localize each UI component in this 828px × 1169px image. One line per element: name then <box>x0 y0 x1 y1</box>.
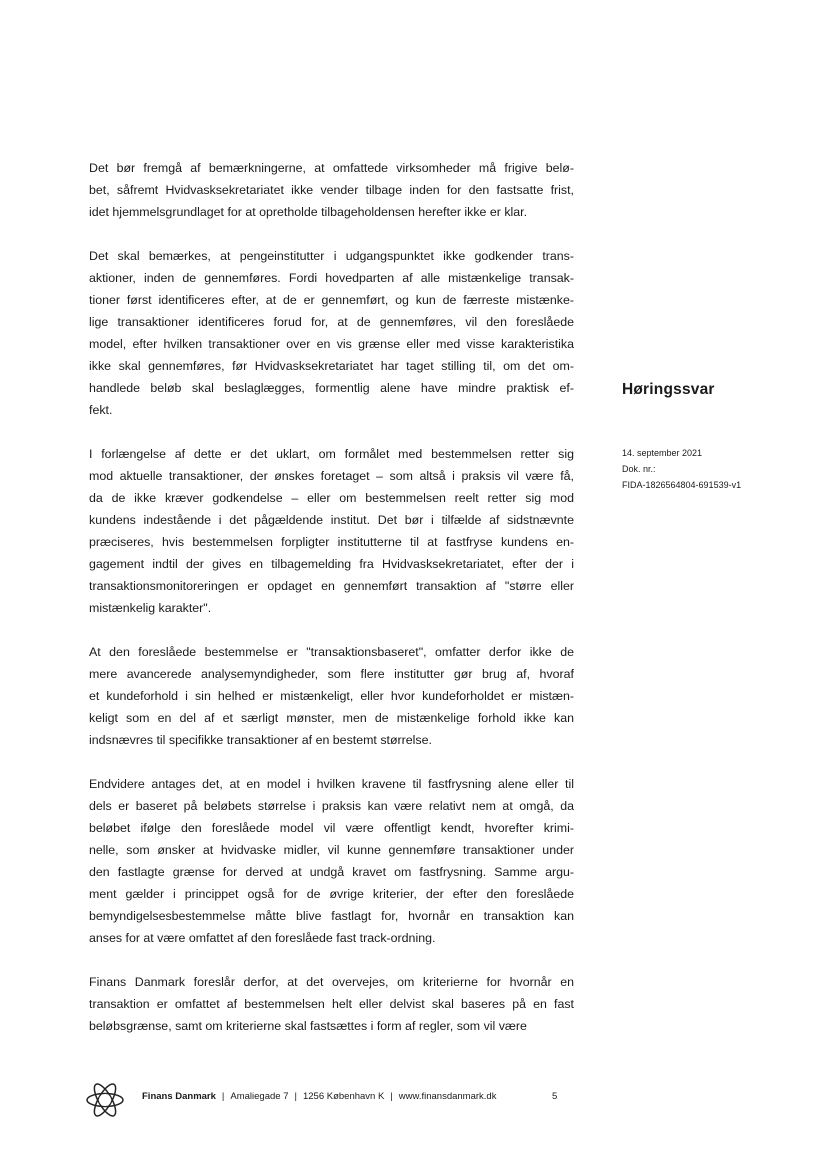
paragraph-line: dels er baseret på beløbets størrelse i praksis kan være relativt nem at omgå, da <box>89 799 574 813</box>
paragraph-line: fekt. <box>89 403 113 417</box>
paragraph-line: kundens indestående i det pågældende institut. Det bør i tilfælde af sidstnævnte <box>89 513 574 527</box>
document-meta <box>622 445 822 493</box>
footer-separator: | <box>390 1091 393 1102</box>
body-paragraph <box>89 443 574 619</box>
paragraph-line: idet hjemmelsgrundlaget for at opretholde tilbageholdensen herefter ikke er klar. <box>89 205 528 219</box>
body-paragraph <box>89 773 574 949</box>
paragraph-line: et kundeforhold i sin helhed er mistænkeligt, eller hvor kundeforholdet er mistæn- <box>89 689 574 703</box>
footer-address-line <box>142 1091 496 1102</box>
paragraph-line: transaktion er omfattet af bestemmelsen helt eller delvist skal baseres på en fast <box>89 997 574 1011</box>
footer-separator: | <box>221 1091 225 1102</box>
paragraph-line: I forlængelse af dette er det uklart, om formålet med bestemmelsen retter sig <box>89 447 574 461</box>
finans-danmark-logo-icon <box>84 1080 126 1120</box>
footer-brand: Finans Danmark <box>142 1091 216 1102</box>
paragraph-line: anses for at være omfattet af den foreslåede fast track-ordning. <box>89 931 436 945</box>
paragraph-line: nelle, som ønsker at hvidvaske midler, vil kunne gennemføre transaktioner under <box>89 843 574 857</box>
document-number-label: Dok. nr.: <box>622 464 656 474</box>
document-type-title: Høringssvar <box>622 381 715 398</box>
paragraph-line: aktioner, inden de gennemføres. Fordi hovedparten af alle mistænkelige transak- <box>89 271 574 285</box>
paragraph-line: gagement indtil der gives en tilbagemelding fra Hvidvasksekretariatet, efter der i <box>89 557 574 571</box>
paragraph-line: tioner først identificeres efter, at de er gennemført, og kun de færreste mistænke- <box>89 293 574 307</box>
paragraph-line: Endvidere antages det, at en model i hvilken kravene til fastfrysning alene eller til <box>89 777 574 791</box>
paragraph-line: At den foreslåede bestemmelse er "transaktionsbaseret", omfatter derfor ikke de <box>89 645 574 659</box>
paragraph-line: den fastlagte grænse for derved at undgå kravet om fastfrysning. Samme argu- <box>89 865 574 879</box>
paragraph-line: beløbsgrænse, samt om kriterierne skal fastsættes i form af regler, som vil være <box>89 1019 527 1033</box>
footer-website-link[interactable]: www.finansdanmark.dk <box>398 1091 497 1102</box>
paragraph-line: beløbet ifølge den foreslåede model vil være offentligt kendt, hvorefter krimi- <box>89 821 574 835</box>
document-body <box>89 157 574 1059</box>
paragraph-line: da de ikke kræver godkendelse – eller om bestemmelsen reelt retter sig mod <box>89 491 574 505</box>
body-paragraph <box>89 641 574 751</box>
footer-address: Amaliegade 7 <box>230 1091 289 1102</box>
paragraph-line: keligt som en del af et særligt mønster, men de mistænkelige forhold ikke kan <box>89 711 574 725</box>
paragraph-line: ikke skal gennemføres, før Hvidvasksekretariatet har taget stilling til, om det om- <box>89 359 574 373</box>
body-paragraph <box>89 971 574 1037</box>
page-number: 5 <box>552 1091 558 1102</box>
footer-separator: | <box>294 1091 297 1102</box>
document-date: 14. september 2021 <box>622 448 703 458</box>
paragraph-line: Finans Danmark foreslår derfor, at det overvejes, om kriterierne for hvornår en <box>89 975 574 989</box>
paragraph-line: mod aktuelle transaktioner, der ønskes foretaget – som altså i praksis vil være få, <box>89 469 574 483</box>
paragraph-line: model, efter hvilken transaktioner over en vis grænse eller med visse karakteristika <box>89 337 574 351</box>
paragraph-line: handlede beløb skal beslaglægges, formentlig alene have mindre praktisk ef- <box>89 381 574 395</box>
paragraph-line: ment gælder i princippet også for de øvrige kriterier, der efter den foreslåede <box>89 887 574 901</box>
paragraph-line: bemyndigelsesbestemmelse måtte blive fastlagt for, hvornår en transaktion kan <box>89 909 574 923</box>
body-paragraph <box>89 245 574 421</box>
paragraph-line: mistænkelig karakter". <box>89 601 212 615</box>
paragraph-line: Det skal bemærkes, at pengeinstitutter i udgangspunktet ikke godkender trans- <box>89 249 574 263</box>
footer-postal: 1256 København K <box>302 1091 385 1102</box>
paragraph-line: mere avancerede analysemyndigheder, som flere institutter gør brug af, hvoraf <box>89 667 574 681</box>
paragraph-line: præciseres, hvis bestemmelsen forpligter institutterne til at fastfryse kundens en- <box>89 535 574 549</box>
body-paragraph <box>89 157 574 223</box>
paragraph-line: indsnævres til specifikke transaktioner af en bestemt størrelse. <box>89 733 432 747</box>
paragraph-line: lige transaktioner identificeres forud for, at de gennemføres, vil den foreslåede <box>89 315 574 329</box>
sidebar <box>622 381 822 493</box>
paragraph-line: Det bør fremgå af bemærkningerne, at omfattede virksomheder må frigive belø- <box>89 161 574 175</box>
page-footer <box>84 1080 584 1120</box>
paragraph-line: transaktionsmonitoreringen er opdaget en gennemført transaktion af "større eller <box>89 579 574 593</box>
paragraph-line: bet, såfremt Hvidvasksekretariatet ikke vender tilbage inden for den fastsatte frist, <box>89 183 574 197</box>
document-number: FIDA-1826564804-691539-v1 <box>622 480 742 490</box>
